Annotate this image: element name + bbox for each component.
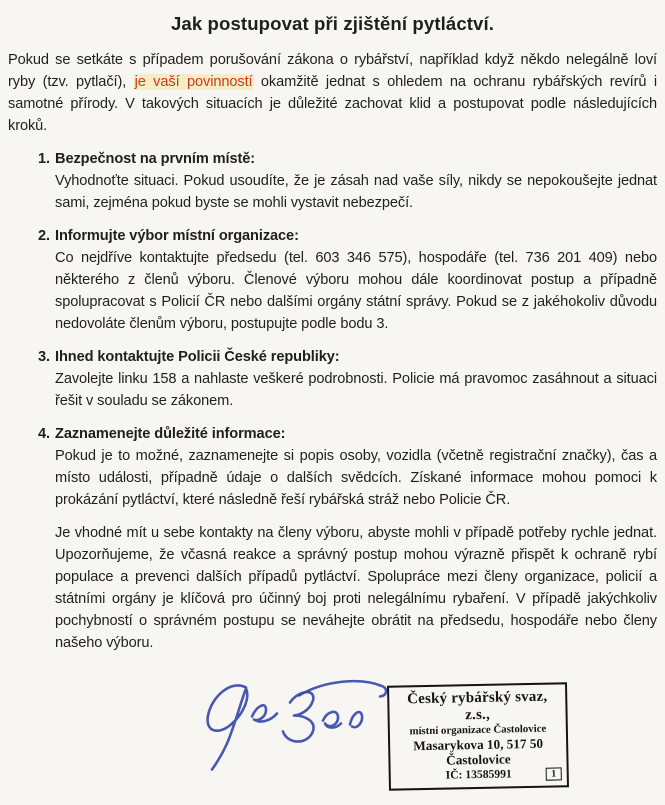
step-heading: Bezpečnost na prvním místě:	[55, 151, 256, 167]
step-content	[55, 346, 657, 412]
stamp-org-branch: místní organizace Častolovice	[409, 722, 547, 738]
highlighted-phrase: je vaší povinností	[134, 74, 253, 90]
step-content	[55, 225, 657, 335]
step-heading: Informujte výbor místní organizace:	[55, 228, 299, 244]
step-body: Zavolejte linku 158 a nahlaste veškeré podrobnosti. Policie má pravomoc zasáhnout a situaci řešit v souladu se zákonem.	[55, 371, 657, 409]
step-heading: Ihned kontaktujte Policii České republiky:	[55, 349, 340, 365]
stamp-org-name: Český rybářský svaz, z.s.,	[406, 688, 548, 724]
signature-stamp-area	[8, 668, 657, 805]
step-body: Vyhodnoťte situaci. Pokud usoudíte, že je zásah nad vaše síly, nikdy se nepokoušejte jednat sami, zejména pokud byste se mohli vystavit nebezpečí.	[55, 173, 657, 211]
step-item-3	[8, 346, 657, 412]
step-heading: Zaznamenejte důležité informace:	[55, 426, 286, 442]
step-item-2	[8, 225, 657, 335]
page-title: Jak postupovat při zjištění pytláctví.	[170, 13, 495, 34]
step-number: 2.	[38, 228, 50, 244]
step-content	[55, 148, 657, 214]
intro-paragraph	[8, 49, 657, 137]
steps-list	[8, 148, 657, 511]
step-number: 4.	[38, 426, 50, 442]
org-stamp	[387, 682, 569, 790]
stamp-address: Masarykova 10, 517 50 Častolovice	[413, 735, 544, 768]
step-content	[55, 423, 657, 511]
stamp-number-box: 1	[546, 767, 562, 780]
stamp-ic-number: IČ: 13585991	[445, 767, 512, 782]
stamp-ic-line	[396, 766, 562, 783]
step-body: Pokud je to možné, zaznamenejte si popis osoby, vozidla (včetně registrační značky), čas a místo události, případně údaje o dalších svědcích. Získané informace mohou pomoci k prokázání pytláctví, které následně řeší rybářská stráž nebo Policie ČR.	[55, 448, 657, 508]
step-number: 1.	[38, 151, 50, 167]
intro-text-post: okamžitě jednat s ohledem na ochranu rybářských revírů i samotné přírody. V takových situacích je důležité zachovat klid a postupovat podle následujících kroků.	[8, 74, 657, 134]
step-number: 3.	[38, 349, 50, 365]
step-body: Co nejdříve kontaktujte předsedu (tel. 603 346 575), hospodáře (tel. 736 201 409) nebo některého z členů výboru. Členové výboru mohou dále koordinovat postup a případně spolupracovat s Policií ČR nebo dalšími orgány státní správy. Pokud se z jakéhokoliv důvodu nedovoláte členům výboru, postupujte podle bodu 3.	[55, 250, 657, 332]
closing-paragraph: Je vhodné mít u sebe kontakty na členy výboru, abyste mohli v případě potřeby rychle jednat. Upozorňujeme, že včasná reakce a správný postup mohou výrazně přispět k ochraně rybí populace a prevenci dalších případů pytláctví. Spolupráce mezi členy organizace, policií a státními orgány je klíčová pro účinný boj proti nelegálnímu rybaření. V případě jakýchkoliv pochybností o správném postupu se neváhejte obrátit na předsedu, hospodáře nebo členy našeho výboru.	[55, 525, 657, 651]
step-item-4	[8, 423, 657, 511]
step-item-1	[8, 148, 657, 214]
intro-text-pre: Pokud se setkáte s případem porušování zákona o rybářství, například když někdo nelegálně loví ryby (tzv. pytlačí),	[8, 52, 657, 90]
handwritten-signature	[186, 670, 401, 778]
